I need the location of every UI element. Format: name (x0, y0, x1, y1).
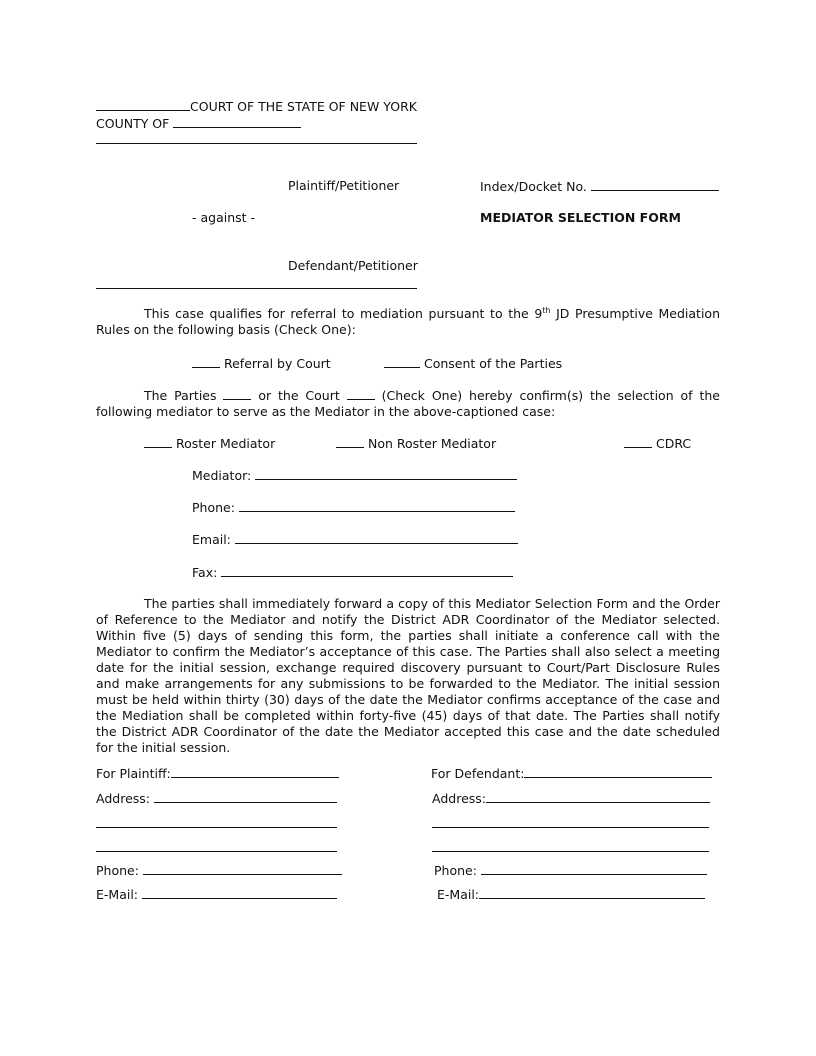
defendant-for-field (431, 765, 712, 782)
plaintiff-name-input[interactable] (171, 765, 339, 778)
plaintiff-email-field (96, 886, 337, 903)
checkbox-parties[interactable] (223, 387, 251, 400)
caption-bottom-rule (96, 288, 417, 289)
mediator-fax-input[interactable] (221, 564, 513, 577)
plaintiff-address-field (96, 790, 337, 807)
defendant-address-input[interactable] (486, 790, 710, 803)
court-line (96, 98, 417, 115)
plaintiff-label: Plaintiff/Petitioner (288, 178, 400, 193)
selection-confirm (96, 387, 720, 420)
defendant-address-line-2[interactable] (432, 827, 709, 828)
mediator-email-field (192, 531, 518, 548)
plaintiff-email-label: E-Mail: (96, 887, 139, 902)
mediator-phone-label: Phone: (192, 500, 235, 515)
defendant-phone-field (434, 862, 707, 879)
plaintiff-for-field (96, 765, 339, 782)
plaintiff-email-input[interactable] (142, 886, 337, 899)
plaintiff-address-label: Address: (96, 791, 150, 806)
checkbox-referral-by-court[interactable] (192, 355, 220, 368)
mediator-label: Mediator: (192, 468, 252, 483)
mediator-email-input[interactable] (235, 531, 518, 544)
defendant-phone-input[interactable] (481, 862, 707, 875)
defendant-for-label: For Defendant: (431, 766, 525, 781)
court-line-text: COURT OF THE STATE OF NEW YORK (190, 99, 417, 114)
confirm-mid: or the Court (258, 388, 340, 403)
option-cdrc-label: CDRC (655, 436, 692, 451)
defendant-address-field (432, 790, 710, 807)
court-name-blank[interactable] (96, 98, 190, 111)
checkbox-court[interactable] (347, 387, 375, 400)
option-non-roster-label: Non Roster Mediator (367, 436, 497, 451)
defendant-email-field (437, 886, 705, 903)
defendant-phone-label: Phone: (434, 863, 477, 878)
checkbox-non-roster-mediator[interactable] (336, 435, 364, 448)
option-non-roster-mediator (336, 435, 496, 452)
checkbox-consent-of-parties[interactable] (384, 355, 420, 368)
county-blank[interactable] (173, 115, 301, 128)
county-label: COUNTY OF (96, 116, 170, 131)
option-consent-of-parties (384, 355, 562, 372)
defendant-address-label: Address: (432, 791, 486, 806)
option-consent-label: Consent of the Parties (423, 356, 563, 371)
index-label: Index/Docket No. (480, 179, 587, 194)
instructions-paragraph (96, 596, 720, 756)
mediator-phone-field (192, 499, 515, 516)
option-cdrc (624, 435, 691, 452)
instructions-text: The parties shall immediately forward a copy of this Mediator Selection Form and the Order of Reference to the Mediator and notify the District ADR Coordinator of the Mediator selected. Within five (5) days of sending this form, the parties shall initiate a conference call with the Mediator to confirm the Mediator’s acceptance of this case. The Parties shall also select a meeting date for the initial session, exchange required discovery pursuant to Court/Part Disclosure Rules and make arrangements for any submissions to be forwarded to the Mediator. The initial session must be held within thirty (30) days of the date the Mediator confirms acceptance of the case and the Mediation shall be completed within forty-five (45) days of that date. The Parties shall notify the District ADR Coordinator of the date the Mediator accepted this case and the date scheduled for the initial session. (96, 596, 720, 755)
defendant-address-line-3[interactable] (432, 851, 709, 852)
defendant-name-input[interactable] (524, 765, 712, 778)
option-roster-mediator (144, 435, 275, 452)
mediator-field (192, 467, 517, 484)
defendant-email-input[interactable] (479, 886, 705, 899)
plaintiff-address-line-3[interactable] (96, 851, 337, 852)
plaintiff-phone-input[interactable] (143, 862, 342, 875)
confirm-pre: The Parties (144, 388, 217, 403)
referral-intro-pre: This case qualifies for referral to mediation pursuant to the 9 (144, 306, 543, 321)
index-docket-line (480, 178, 719, 195)
form-title: MEDIATOR SELECTION FORM (480, 210, 681, 225)
option-referral-by-court-label: Referral by Court (223, 356, 331, 371)
plaintiff-phone-field (96, 862, 342, 879)
plaintiff-address-input[interactable] (154, 790, 337, 803)
checkbox-roster-mediator[interactable] (144, 435, 172, 448)
plaintiff-for-label: For Plaintiff: (96, 766, 171, 781)
mediator-fax-label: Fax: (192, 565, 218, 580)
defendant-email-label: E-Mail: (437, 887, 480, 902)
mediator-email-label: Email: (192, 532, 231, 547)
defendant-label: Defendant/Petitioner (288, 258, 418, 273)
referral-intro (96, 306, 720, 338)
caption-top-rule (96, 143, 417, 144)
referral-intro-sup: th (542, 305, 551, 315)
option-referral-by-court (192, 355, 331, 372)
mediator-fax-field (192, 564, 513, 581)
referral-intro-post: JD Presumptive Mediation Rules on the following basis (Check One): (96, 306, 720, 337)
option-roster-label: Roster Mediator (175, 436, 276, 451)
confirm-post: (Check One) hereby confirm(s) the selection of the following mediator to serve as the Mediator in the above-captioned case: (96, 388, 720, 419)
plaintiff-phone-label: Phone: (96, 863, 139, 878)
mediator-phone-input[interactable] (239, 499, 515, 512)
index-number-blank[interactable] (591, 178, 719, 191)
checkbox-cdrc[interactable] (624, 435, 652, 448)
county-line (96, 115, 301, 132)
plaintiff-address-line-2[interactable] (96, 827, 337, 828)
against-label: - against - (192, 210, 256, 225)
mediator-name-input[interactable] (255, 467, 517, 480)
